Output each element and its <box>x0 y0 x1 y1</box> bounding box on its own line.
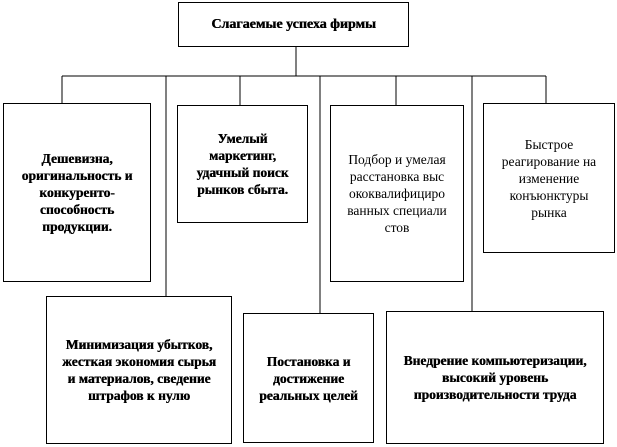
component-box-minimization <box>46 296 232 444</box>
component-label-minimization: Минимизация убытков, жесткая экономия сырья и материалов, сведение штрафов к нулю <box>62 337 216 403</box>
component-label-staffing: Подбор и умелая расстановка высококвалифицированных специалистов <box>347 152 447 235</box>
component-box-computerization <box>386 311 604 444</box>
component-label-cheapness: Дешевизна, оригинальность и конкуренто-способность продукции. <box>21 151 133 234</box>
component-label-marketing: Умелый маркетинг, удачный поиск рынков сбыта. <box>196 131 289 197</box>
root-title: Слагаемые успеха фирмы <box>211 17 376 32</box>
component-box-cheapness <box>3 103 151 282</box>
component-label-computerization: Внедрение компьютеризации, высокий уровень производительности труда <box>403 353 587 402</box>
component-label-reaction: Быстрое реагирование на изменение конъюнктуры рынка <box>501 136 597 220</box>
component-box-reaction <box>483 103 615 253</box>
component-box-goals <box>243 313 374 443</box>
component-box-staffing <box>330 105 464 282</box>
component-label-goals: Постановка и достижение реальных целей <box>259 353 358 403</box>
component-box-marketing <box>177 105 308 223</box>
root-box <box>178 2 409 47</box>
